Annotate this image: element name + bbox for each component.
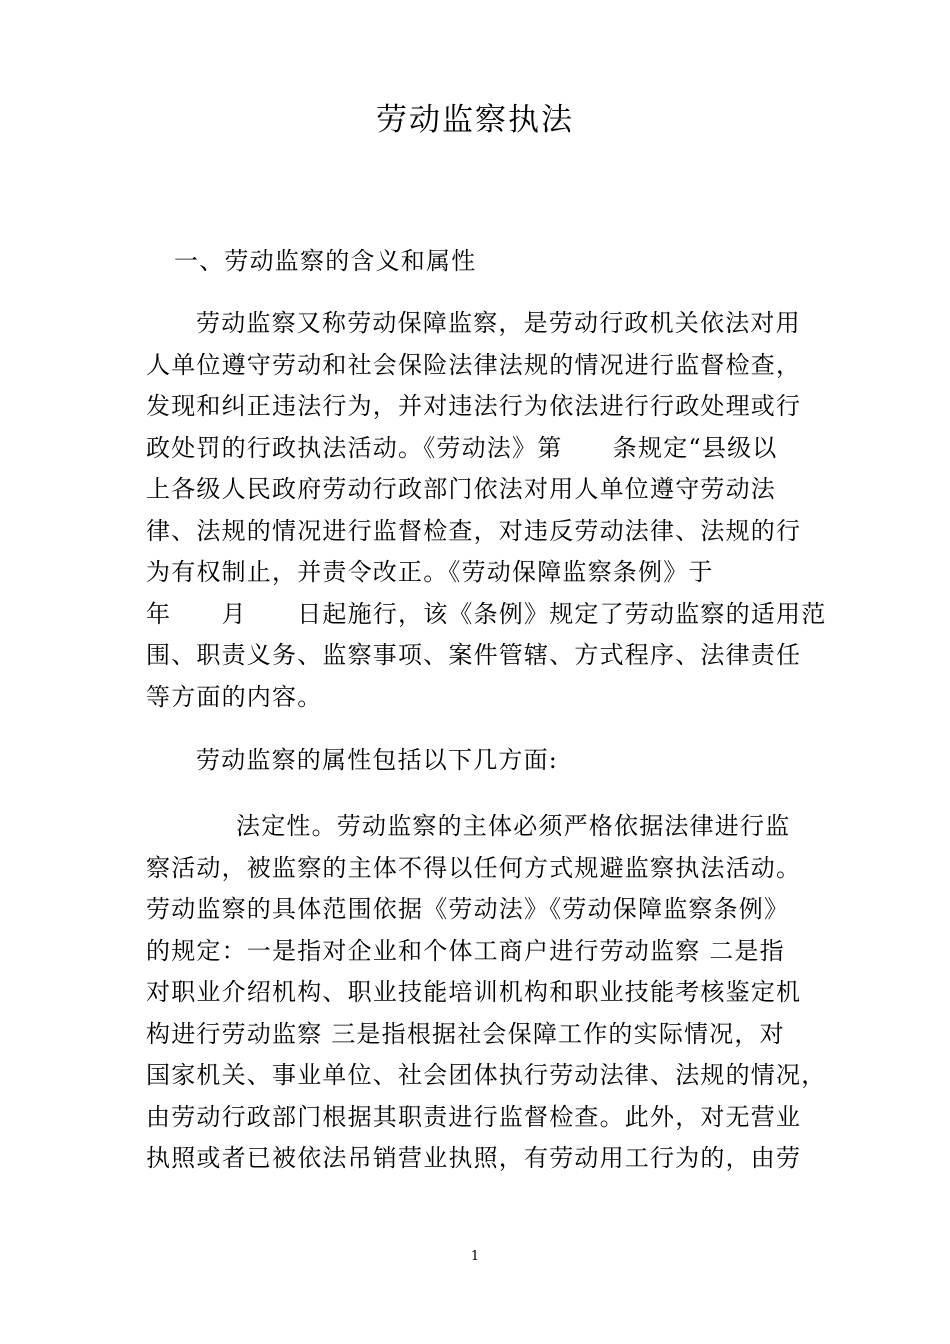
paragraph-line: 国家机关、事业单位、社会团体执行劳动法律、法规的情况， [146, 1061, 827, 1089]
paragraph-line: 对职业介绍机构、职业技能培训机构和职业技能考核鉴定机 [146, 978, 802, 1006]
paragraph-line: 年 月 日起施行，该《条例》规定了劳动监察的适用范 [146, 599, 827, 628]
paragraph-line: 律、法规的情况进行监督检查，对违反劳动法律、法规的行 [146, 516, 802, 545]
paragraph-line: 上各级人民政府劳动行政部门依法对用人单位遵守劳动法 [146, 475, 776, 503]
paragraph-line: 执照或者已被依法吊销营业执照，有劳动用工行为的，由劳 [146, 1144, 802, 1172]
document-title: 劳动监察执法 [376, 102, 574, 138]
paragraph-line: 围、职责义务、监察事项、案件管辖、方式程序、法律责任 [146, 641, 802, 669]
paragraph-line: 法定性。劳动监察的主体必须严格依据法律进行监 [236, 812, 791, 840]
paragraph-line: 劳动监察的属性包括以下几方面: [196, 746, 559, 774]
section-heading: 一、劳动监察的含义和属性 [174, 247, 477, 275]
paragraph-line: 为有权制止，并责令改正。《劳动保障监察条例》于 [146, 558, 714, 586]
paragraph-line: 人单位遵守劳动和社会保险法律法规的情况进行监督检查， [146, 350, 802, 379]
paragraph-line: 等方面的内容。 [146, 682, 323, 711]
paragraph-line: 政处罚的行政执法活动。《劳动法》第 条规定“县级以 [146, 433, 778, 462]
paragraph-line: 发现和纠正违法行为，并对违法行为依法进行行政处理或行 [146, 392, 802, 420]
paragraph-line: 构进行劳动监察 三是指根据社会保障工作的实际情况，对 [146, 1019, 785, 1048]
paragraph-line: 劳动监察的具体范围依据《劳动法》《劳动保障监察条例》 [146, 895, 790, 923]
paragraph-line: 由劳动行政部门根据其职责进行监督检查。此外，对无营业 [146, 1102, 802, 1131]
paragraph-line: 的规定：一是指对企业和个体工商户进行劳动监察 二是指 [146, 936, 785, 965]
page-number: 1 [470, 1249, 480, 1264]
paragraph-line: 劳动监察又称劳动保障监察，是劳动行政机关依法对用 [196, 309, 801, 337]
paragraph-line: 察活动，被监察的主体不得以任何方式规避监察执法活动。 [146, 853, 802, 882]
